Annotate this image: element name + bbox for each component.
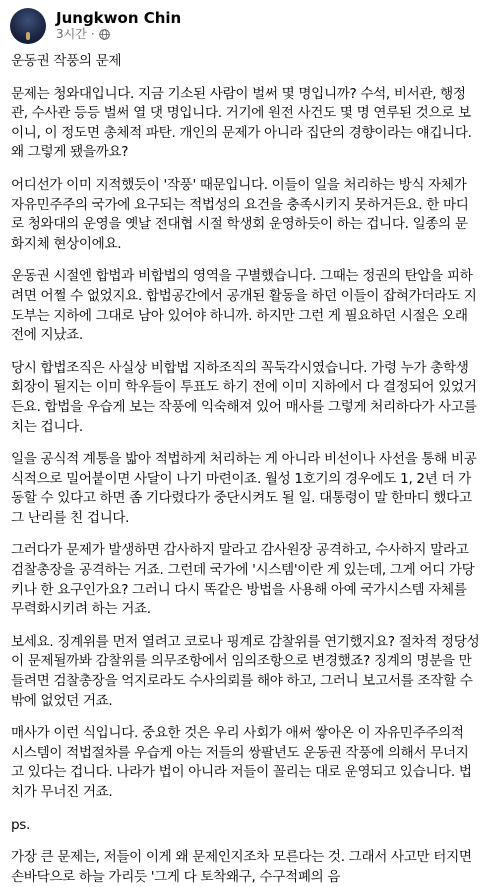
globe-icon[interactable]: [99, 29, 110, 40]
post-ps: ps.: [11, 816, 30, 833]
profile-avatar[interactable]: [10, 8, 46, 44]
post-meta: [56, 10, 181, 41]
post-paragraph: 매사가 이런 식입니다. 중요한 것은 우리 사회가 애써 쌓아온 이 자유민주주의적 시스템이 적법절차를 우습게 아는 저들의 쌍팔년도 운동권 작풍에 의해서 무너지고 있다는 겁니다. 나라가 법이 아니라 저들이 꼴리는 대로 운영되고 있습니다. 법치가 무너진 거죠.: [11, 725, 472, 800]
post-paragraph: 일을 공식적 계통을 밟아 적법하게 처리하는 게 아니라 비선이나 사선을 통해 비공식적으로 밀어붙이면 사달이 나기 마련이죠. 월성 1호기의 경우에도 1, 2년 더 가동할 수 있다고 하면 좀 기다렸다가 중단시켜도 될 일. 대통령이 말 한마디 했다고 그 난리를 친 겁니다.: [11, 451, 477, 526]
post-body: [0, 52, 491, 887]
post-paragraph: 그러다가 문제가 발생하면 감사하지 말라고 감사원장 공격하고, 수사하지 말라고 검찰총장을 공격하는 거죠. 그런데 국가에 '시스템'이란 게 있는데, 그게 어디 가당키나 한 요구인가요? 그러니 다시 똑같은 방법을 사용해 아예 국가시스템 자체를 무력화시키려 하는 거죠.: [11, 542, 475, 618]
post-paragraph: 당시 합법조직은 사실상 비합법 지하조직의 꼭둑각시였습니다. 가령 누가 총학생회장이 될지는 이미 학우들이 투표도 하기 전에 이미 지하에서 다 결정되어 있었거든요. 합법을 우습게 보는 작풍에 익숙해져 있어 매사를 그렇게 처리하다가 사고를 치는 겁니다.: [11, 359, 477, 435]
post-title: 운동권 작풍의 문제: [11, 53, 122, 69]
post-paragraph: 보세요. 징계위를 먼저 열려고 코로나 핑계로 감찰위를 연기했지요? 절차적 정당성이 문제될까봐 감찰위를 의무조항에서 임의조항으로 변경했죠? 징계의 명분을 만들려면 검찰총장을 억지로라도 수사의뢰를 해야 하고, 그러니 보고서를 조작할 수밖에 없었던 거죠.: [11, 633, 480, 709]
post-time[interactable]: 3시간: [56, 26, 87, 41]
post-paragraph: 어디선가 이미 지적했듯이 '작풍' 때문입니다. 이들이 일을 처리하는 방식 자체가 자유민주주의 국가에 요구되는 적법성의 요건을 충족시키지 못하거든요. 한 마디로 청와대의 운영을 옛날 전대협 시절 학생회 운영하듯이 하는 겁니다. 일종의 문화지체 현상이에요.: [11, 176, 469, 252]
author-name[interactable]: Jungkwon Chin: [56, 9, 182, 28]
separator-dot: ·: [90, 26, 95, 41]
post-header: [0, 0, 491, 52]
post-timestamp-row: [56, 28, 181, 42]
post-paragraph: 문제는 청와대입니다. 지금 기소된 사람이 벌써 몇 명입니까? 수석, 비서관, 행정관, 수사관 등등 벌써 열 댓 명입니다. 거기에 원전 사건도 몇 명 연루된 것으로 보이니, 이 정도면 총체적 파탄. 개인의 문제가 아니라 집단의 경향이라는 얘깁니다. 왜 그렇게 됐을까요?: [11, 85, 472, 161]
post-paragraph: 운동권 시절엔 합법과 비합법의 영역을 구별했습니다. 그때는 정권의 탄압을 피하려면 어쩔 수 없었지요. 합법공간에서 공개된 활동을 하던 이들이 잡혀가더라도 지도부는 지하에 그대로 남아 있어야 하니까. 하지만 그런 게 필요하던 시절은 오래 전에 지났죠.: [11, 268, 477, 344]
post-paragraph: 가장 큰 문제는, 저들이 이게 왜 문제인지조차 모른다는 것. 그래서 사고만 터지면 손바닥으로 하늘 가리듯 '그게 다 토착왜구, 수구적폐의 음: [11, 849, 472, 885]
